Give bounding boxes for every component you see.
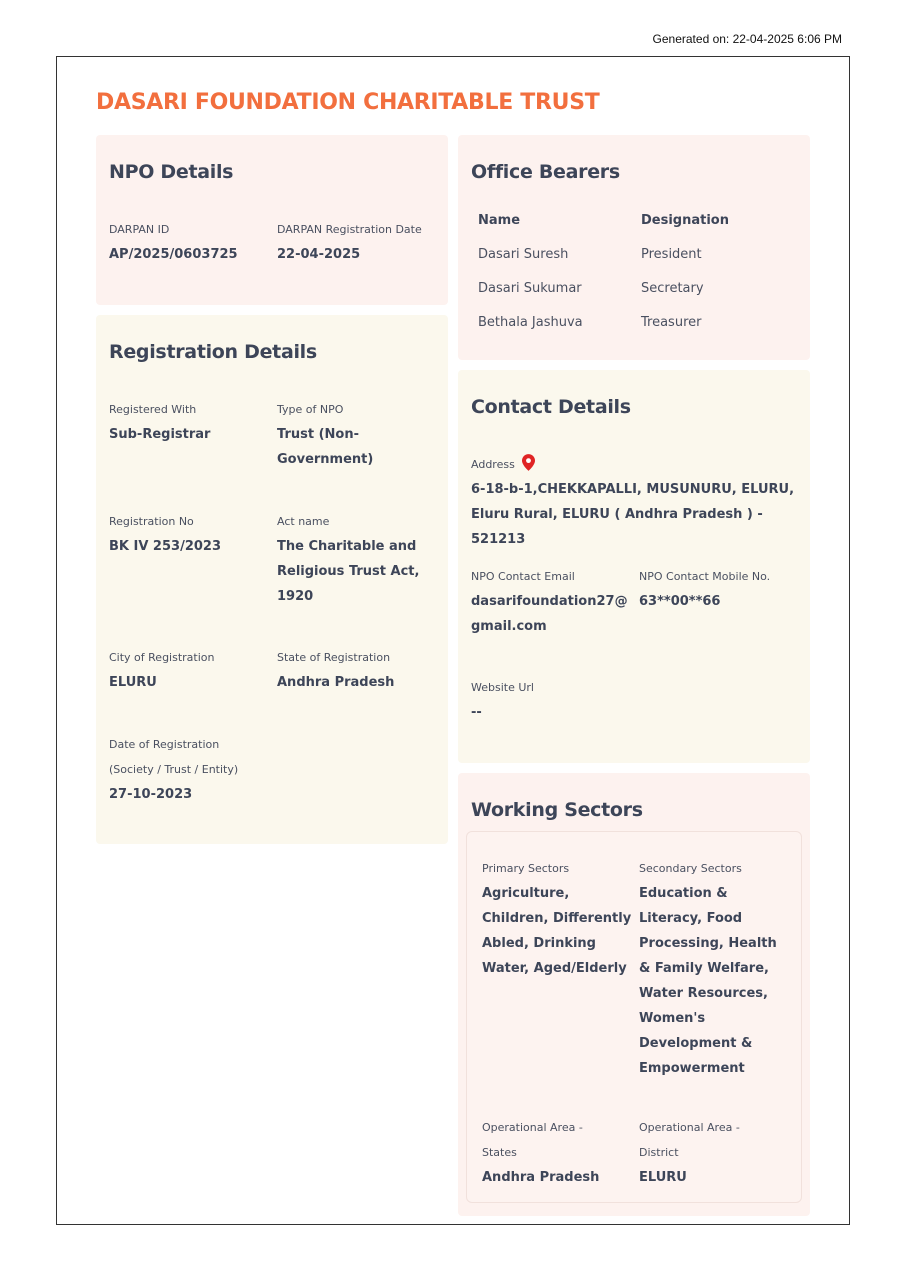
npo-details-card (96, 135, 448, 305)
office-bearer-designation: Treasurer (641, 315, 702, 330)
office-bearers-name-header: Name (478, 213, 521, 228)
office-bearer-designation: Secretary (641, 281, 704, 296)
registration-details-title: Registration Details (109, 341, 317, 363)
office-bearer-name: Dasari Suresh (478, 247, 569, 262)
act-name-label: Act name (277, 515, 330, 528)
address-label: Address (471, 458, 515, 471)
org-title: DASARI FOUNDATION CHARITABLE TRUST (96, 90, 600, 115)
registration-details-card (96, 315, 448, 844)
primary-sectors-label: Primary Sectors (482, 862, 570, 875)
working-sectors-panel (466, 831, 802, 1203)
working-sectors-card (458, 773, 810, 1216)
primary-sector-line: Agriculture, (482, 886, 570, 901)
secondary-sector-line: Education & (639, 886, 728, 901)
office-bearers-designation-header: Designation (641, 213, 729, 228)
website-url-value: -- (471, 705, 482, 720)
secondary-sector-line: Development & (639, 1036, 753, 1051)
city-of-registration-value: ELURU (109, 675, 157, 690)
operational-area-states-label-line1: Operational Area - (482, 1121, 583, 1134)
contact-email-value-line2: gmail.com (471, 619, 547, 634)
date-of-registration-value: 27-10-2023 (109, 787, 193, 802)
address-value-line2: Eluru Rural, ELURU ( Andhra Pradesh ) - 521213 (471, 507, 763, 547)
operational-area-district-value: ELURU (639, 1170, 687, 1185)
primary-sector-line: Children, Differently (482, 911, 632, 926)
office-bearer-designation: President (641, 247, 702, 262)
secondary-sector-line: Processing, Health (639, 936, 777, 951)
operational-area-district-label-line2: District (639, 1146, 679, 1159)
contact-email-value-line1: dasarifoundation27@ (471, 594, 628, 609)
state-of-registration-value: Andhra Pradesh (277, 675, 395, 690)
act-name-value-line1: The Charitable and (277, 539, 417, 554)
office-bearer-name: Bethala Jashuva (478, 315, 583, 330)
contact-details-card (458, 370, 810, 763)
working-sectors-title: Working Sectors (471, 799, 643, 821)
office-bearer-name: Dasari Sukumar (478, 281, 582, 296)
secondary-sector-line: Water Resources, (639, 986, 768, 1001)
registered-with-label: Registered With (109, 403, 197, 416)
secondary-sector-line: & Family Welfare, (639, 961, 769, 976)
office-bearers-card (458, 135, 810, 360)
date-of-registration-label-line2: (Society / Trust / Entity) (109, 763, 239, 776)
generated-timestamp: Generated on: 22-04-2025 6:06 PM (652, 32, 842, 46)
city-of-registration-label: City of Registration (109, 651, 215, 664)
act-name-value-line3: 1920 (277, 589, 314, 604)
darpan-id-value: AP/2025/0603725 (109, 247, 238, 262)
date-of-registration-label-line1: Date of Registration (109, 738, 220, 751)
primary-sector-line: Water, Aged/Elderly (482, 961, 627, 976)
darpan-reg-date-label: DARPAN Registration Date (277, 223, 422, 236)
npo-type-value-line1: Trust (Non- (277, 427, 359, 442)
secondary-sector-line: Literacy, Food (639, 911, 743, 926)
contact-email-label: NPO Contact Email (471, 570, 575, 583)
darpan-id-label: DARPAN ID (109, 223, 170, 236)
npo-type-value-line2: Government) (277, 452, 374, 467)
registration-no-value: BK IV 253/2023 (109, 539, 221, 554)
operational-area-district-label-line1: Operational Area - (639, 1121, 740, 1134)
darpan-reg-date-value: 22-04-2025 (277, 247, 361, 262)
npo-type-label: Type of NPO (277, 403, 344, 416)
secondary-sector-line: Women's (639, 1011, 706, 1026)
address-value-line1: 6-18-b-1,CHEKKAPALLI, MUSUNURU, ELURU, (471, 482, 795, 497)
state-of-registration-label: State of Registration (277, 651, 391, 664)
registration-no-label: Registration No (109, 515, 194, 528)
operational-area-states-value: Andhra Pradesh (482, 1170, 600, 1185)
operational-area-states-label-line2: States (482, 1146, 517, 1159)
contact-mobile-value: 63**00**66 (639, 594, 721, 609)
npo-details-title: NPO Details (109, 161, 234, 183)
act-name-value-line2: Religious Trust Act, (277, 564, 420, 579)
primary-sector-line: Abled, Drinking (482, 936, 596, 951)
contact-mobile-label: NPO Contact Mobile No. (639, 570, 771, 583)
location-pin-icon (522, 454, 535, 471)
contact-details-title: Contact Details (471, 396, 631, 418)
office-bearers-title: Office Bearers (471, 161, 620, 183)
secondary-sector-line: Empowerment (639, 1061, 745, 1076)
secondary-sectors-label: Secondary Sectors (639, 862, 742, 875)
registered-with-value: Sub-Registrar (109, 427, 211, 442)
website-url-label: Website Url (471, 681, 534, 694)
